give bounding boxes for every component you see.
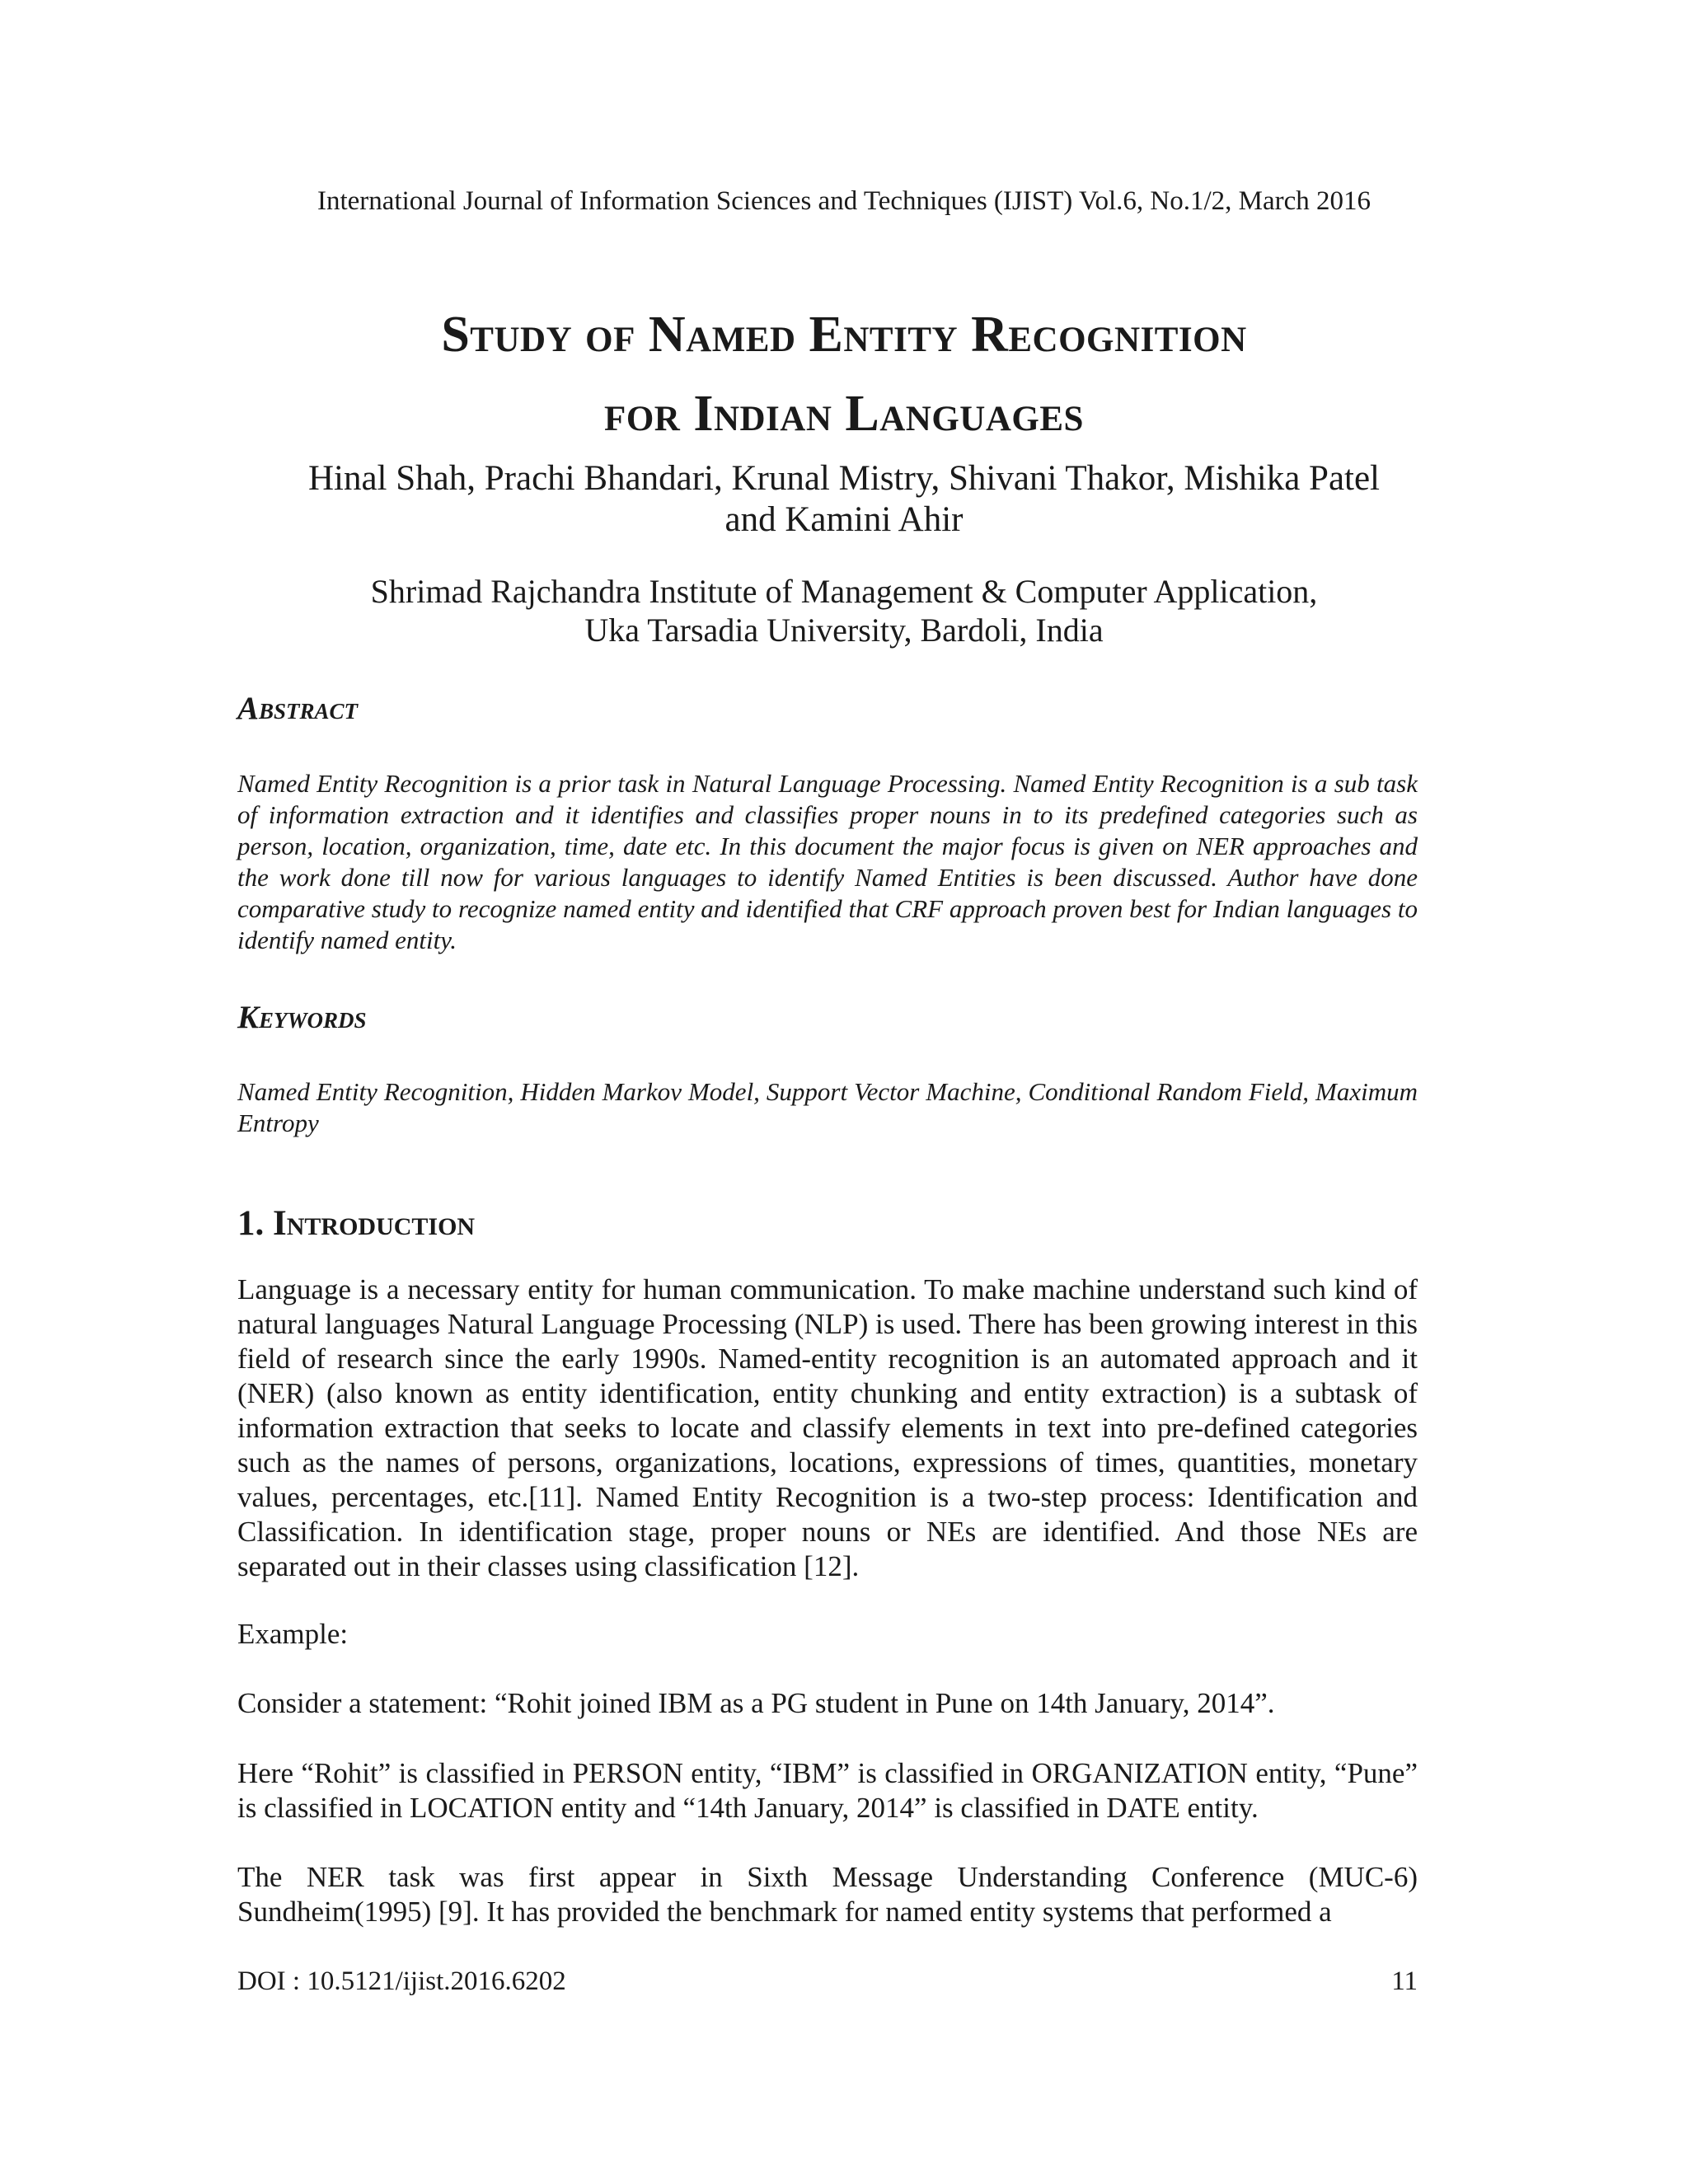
keywords-text: Named Entity Recognition, Hidden Markov Model, Support Vector Machine, Conditional Random Field, Maximum Entropy — [237, 1077, 1418, 1137]
page-number: 11 — [1391, 1966, 1418, 1996]
doi-link[interactable]: DOI : 10.5121/ijist.2016.6202 — [237, 1966, 566, 1996]
affiliation-line-2: Uka Tarsadia University, Bardoli, India — [584, 612, 1104, 649]
affiliation-line-1: Shrimad Rajchandra Institute of Management & Computer Application, — [370, 573, 1318, 610]
abstract-text: Named Entity Recognition is a prior task in Natural Language Processing. Named Entity Recognition is a sub task of information extraction and it identifies and classifies proper nouns in to its predefined categories such as person, location, organization, time, date etc. In this document the major focus is given on NER approaches and the work done till now for various languages to identify Named Entities is been discussed. Author have done comparative study to recognize named entity and identified that CRF approach proven best for Indian languages to identify named entity. — [237, 769, 1418, 954]
affiliation — [0, 572, 1688, 649]
ner-history-paragraph: The NER task was first appear in Sixth Message Understanding Conference (MUC-6) Sundheim(1995) [9]. It has provided the benchmark for named entity systems that performed a — [237, 1861, 1418, 1928]
paper-title-line-2: for Indian Languages — [604, 386, 1084, 442]
example-statement: Consider a statement: “Rohit joined IBM as a PG student in Pune on 14th January, 2014”. — [237, 1687, 1275, 1719]
example-label: Example: — [237, 1618, 349, 1650]
example-explanation: Here “Rohit” is classified in PERSON entity, “IBM” is classified in ORGANIZATION entity, “Pune” is classified in LOCATION entity and “14th January, 2014” is classified in DATE entity. — [237, 1757, 1418, 1824]
paper-title — [0, 295, 1688, 453]
author-list-line-2: and Kamini Ahir — [724, 500, 964, 539]
introduction-paragraph: Language is a necessary entity for human communication. To make machine understand such kind of natural languages Natural Language Processing (NLP) is used. There has been growing interest in this field of research since the early 1990s. Named-entity recognition is an automated approach and it (NER) (also known as entity identification, entity chunking and entity extraction) is a subtask of information extraction that seeks to locate and classify elements in text into pre-defined categories such as the names of persons, organizations, locations, expressions of times, quantities, monetary values, percentages, etc.[11]. Named Entity Recognition is a two-step process: Identification and Classification. In identification stage, proper nouns or NEs are identified. And those NEs are separated out in their classes using classification [12]. — [237, 1273, 1418, 1582]
author-list — [0, 458, 1688, 541]
introduction-heading: 1. Introduction — [237, 1204, 476, 1243]
abstract-heading: Abstract — [237, 691, 359, 726]
paper-title-line-1: Study of Named Entity Recognition — [441, 307, 1247, 363]
author-list-line-1: Hinal Shah, Prachi Bhandari, Krunal Mistry, Shivani Thakor, Mishika Patel — [307, 459, 1381, 498]
running-header: International Journal of Information Sciences and Techniques (IJIST) Vol.6, No.1/2, March 2016 — [317, 186, 1371, 216]
keywords-heading: Keywords — [237, 1000, 367, 1035]
